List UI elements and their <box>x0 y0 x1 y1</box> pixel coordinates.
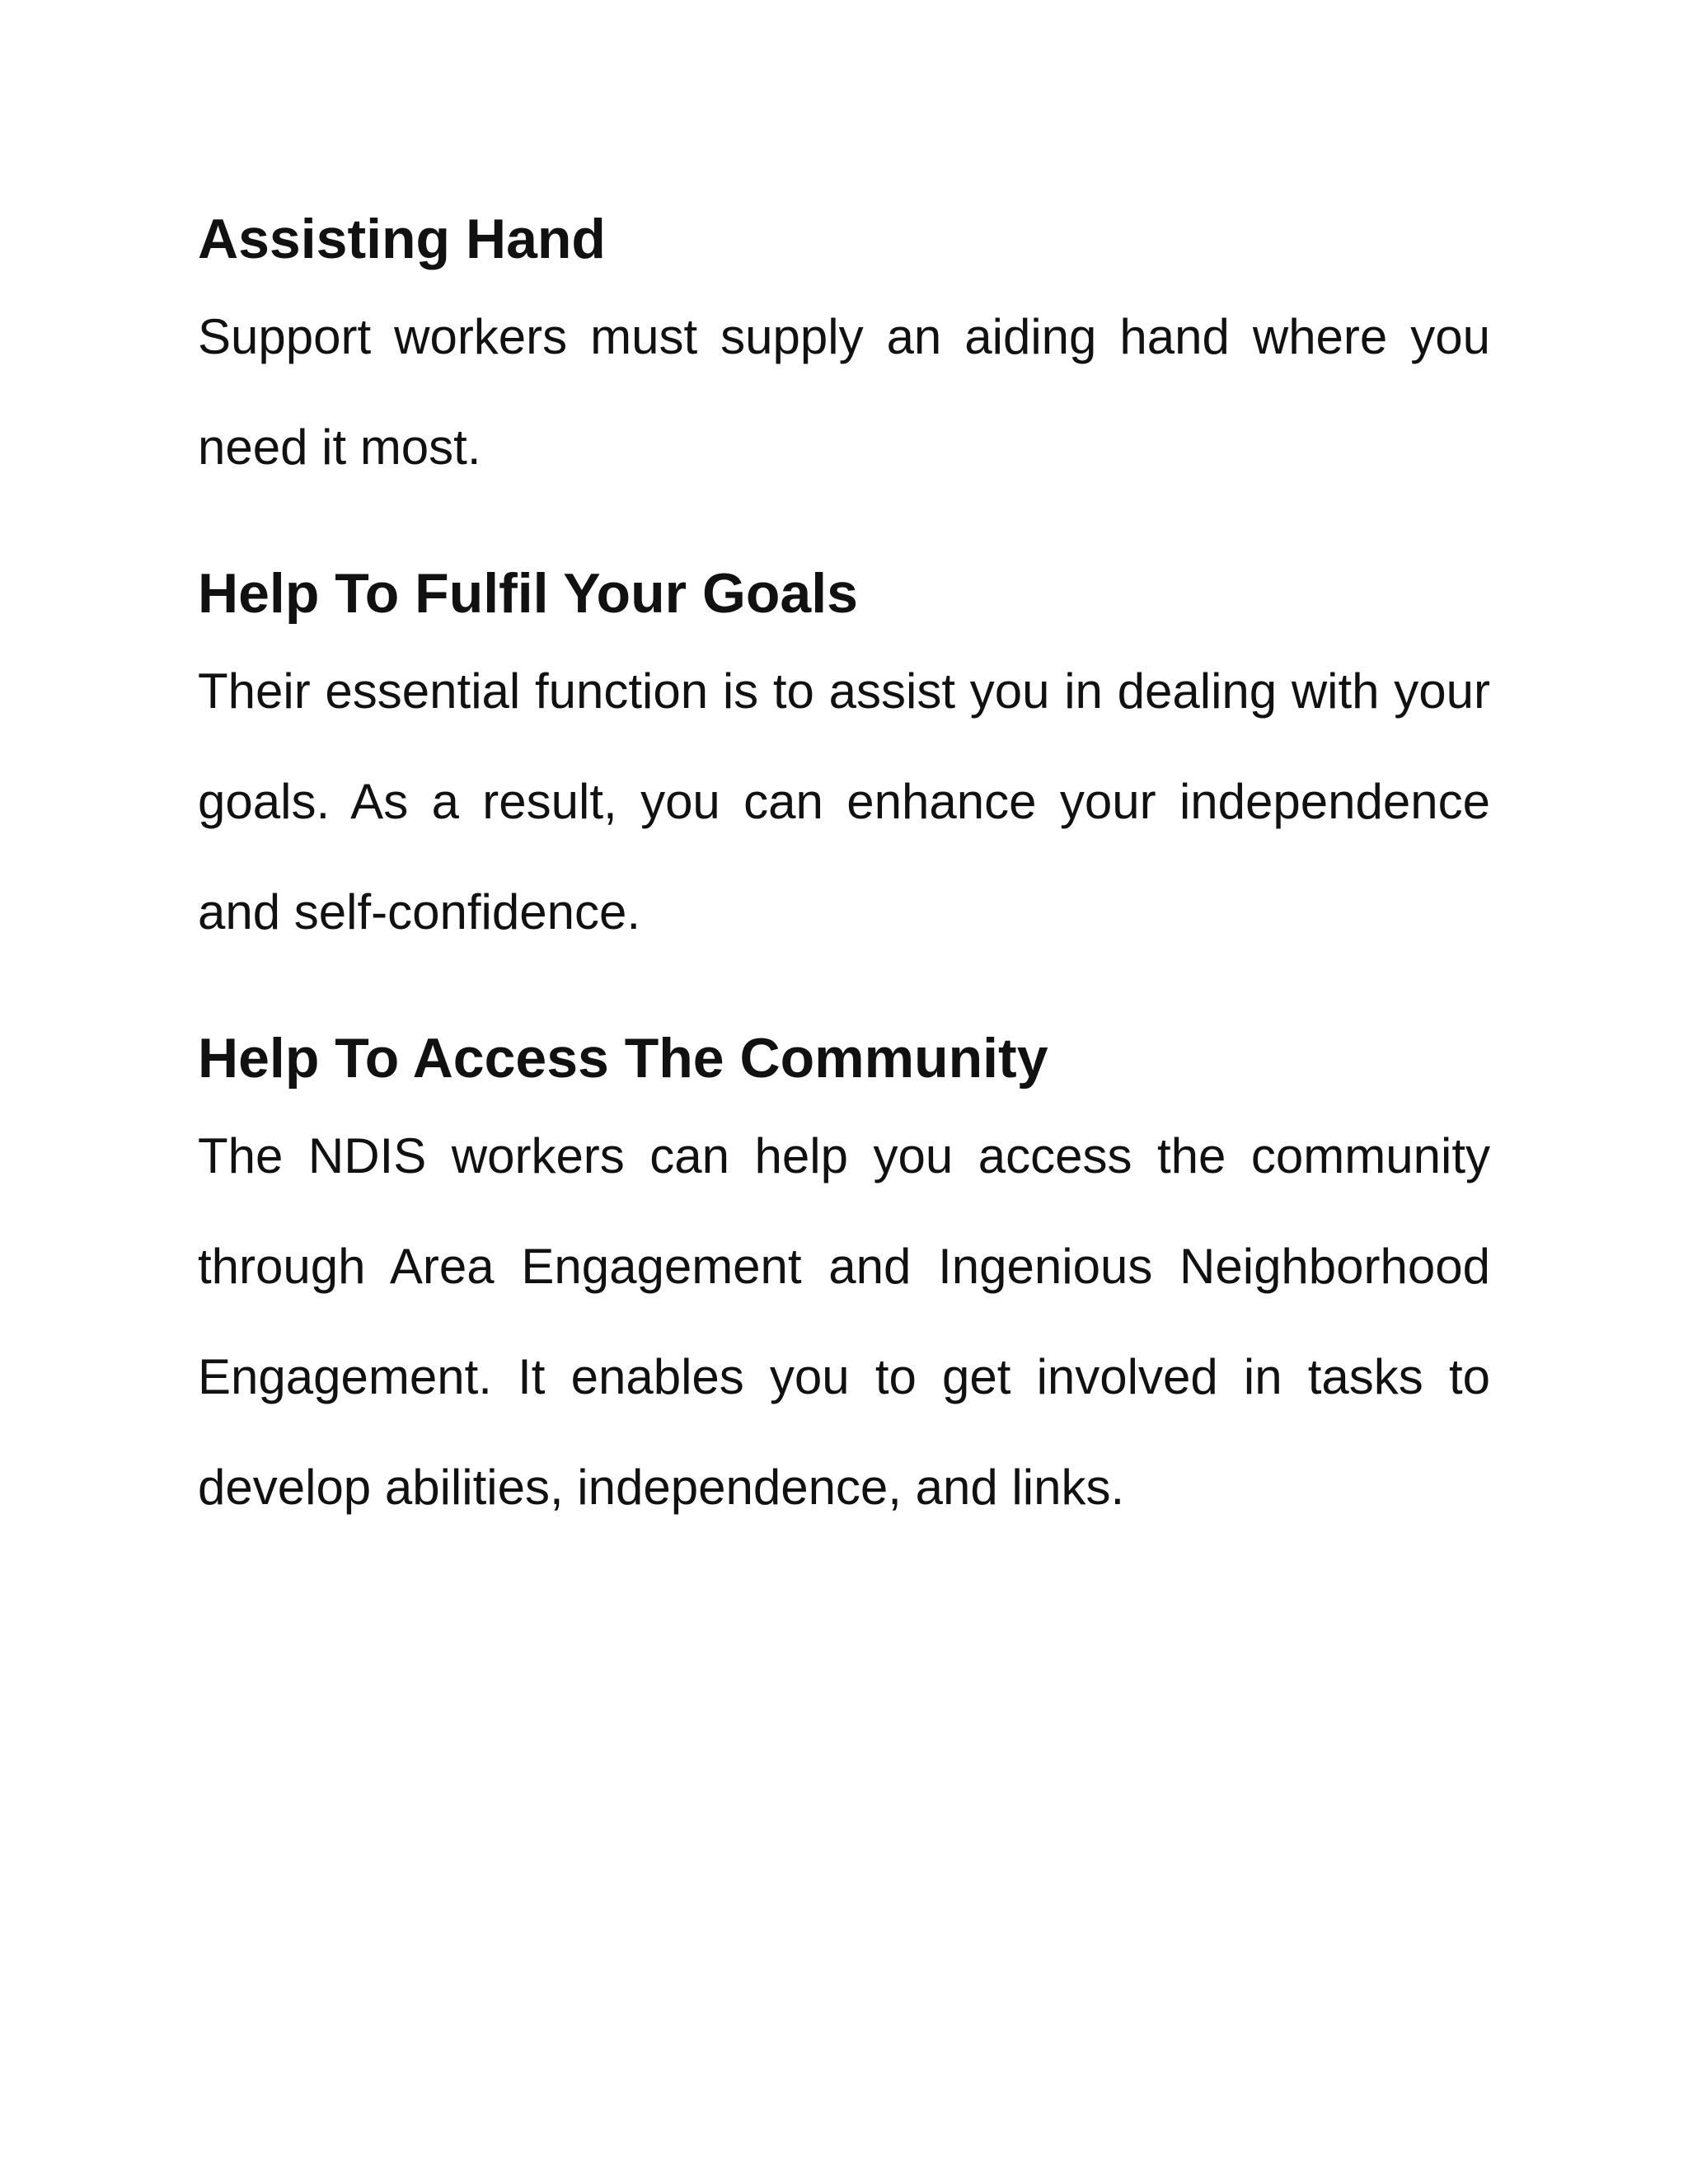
section-body: Their essential function is to assist you in dealing with your goals. As a result, you can enhance your independence and self-confidence. <box>198 663 1490 940</box>
section-body: The NDIS workers can help you access the community through Area Engagement and Ingenious Neighborhood Engagement. It enables you to get involved in tasks to develop abilities, independence, and links. <box>198 1128 1490 1515</box>
document-content <box>198 196 1490 1591</box>
section-heading: Assisting Hand <box>198 208 606 270</box>
section-fulfil-goals <box>198 551 1490 968</box>
section-heading: Help To Access The Community <box>198 1027 1048 1090</box>
section-heading: Help To Fulfil Your Goals <box>198 562 858 625</box>
section-assisting-hand <box>198 196 1490 503</box>
section-access-community <box>198 1015 1490 1543</box>
section-body: Support workers must supply an aiding hand where you need it most. <box>198 309 1490 475</box>
